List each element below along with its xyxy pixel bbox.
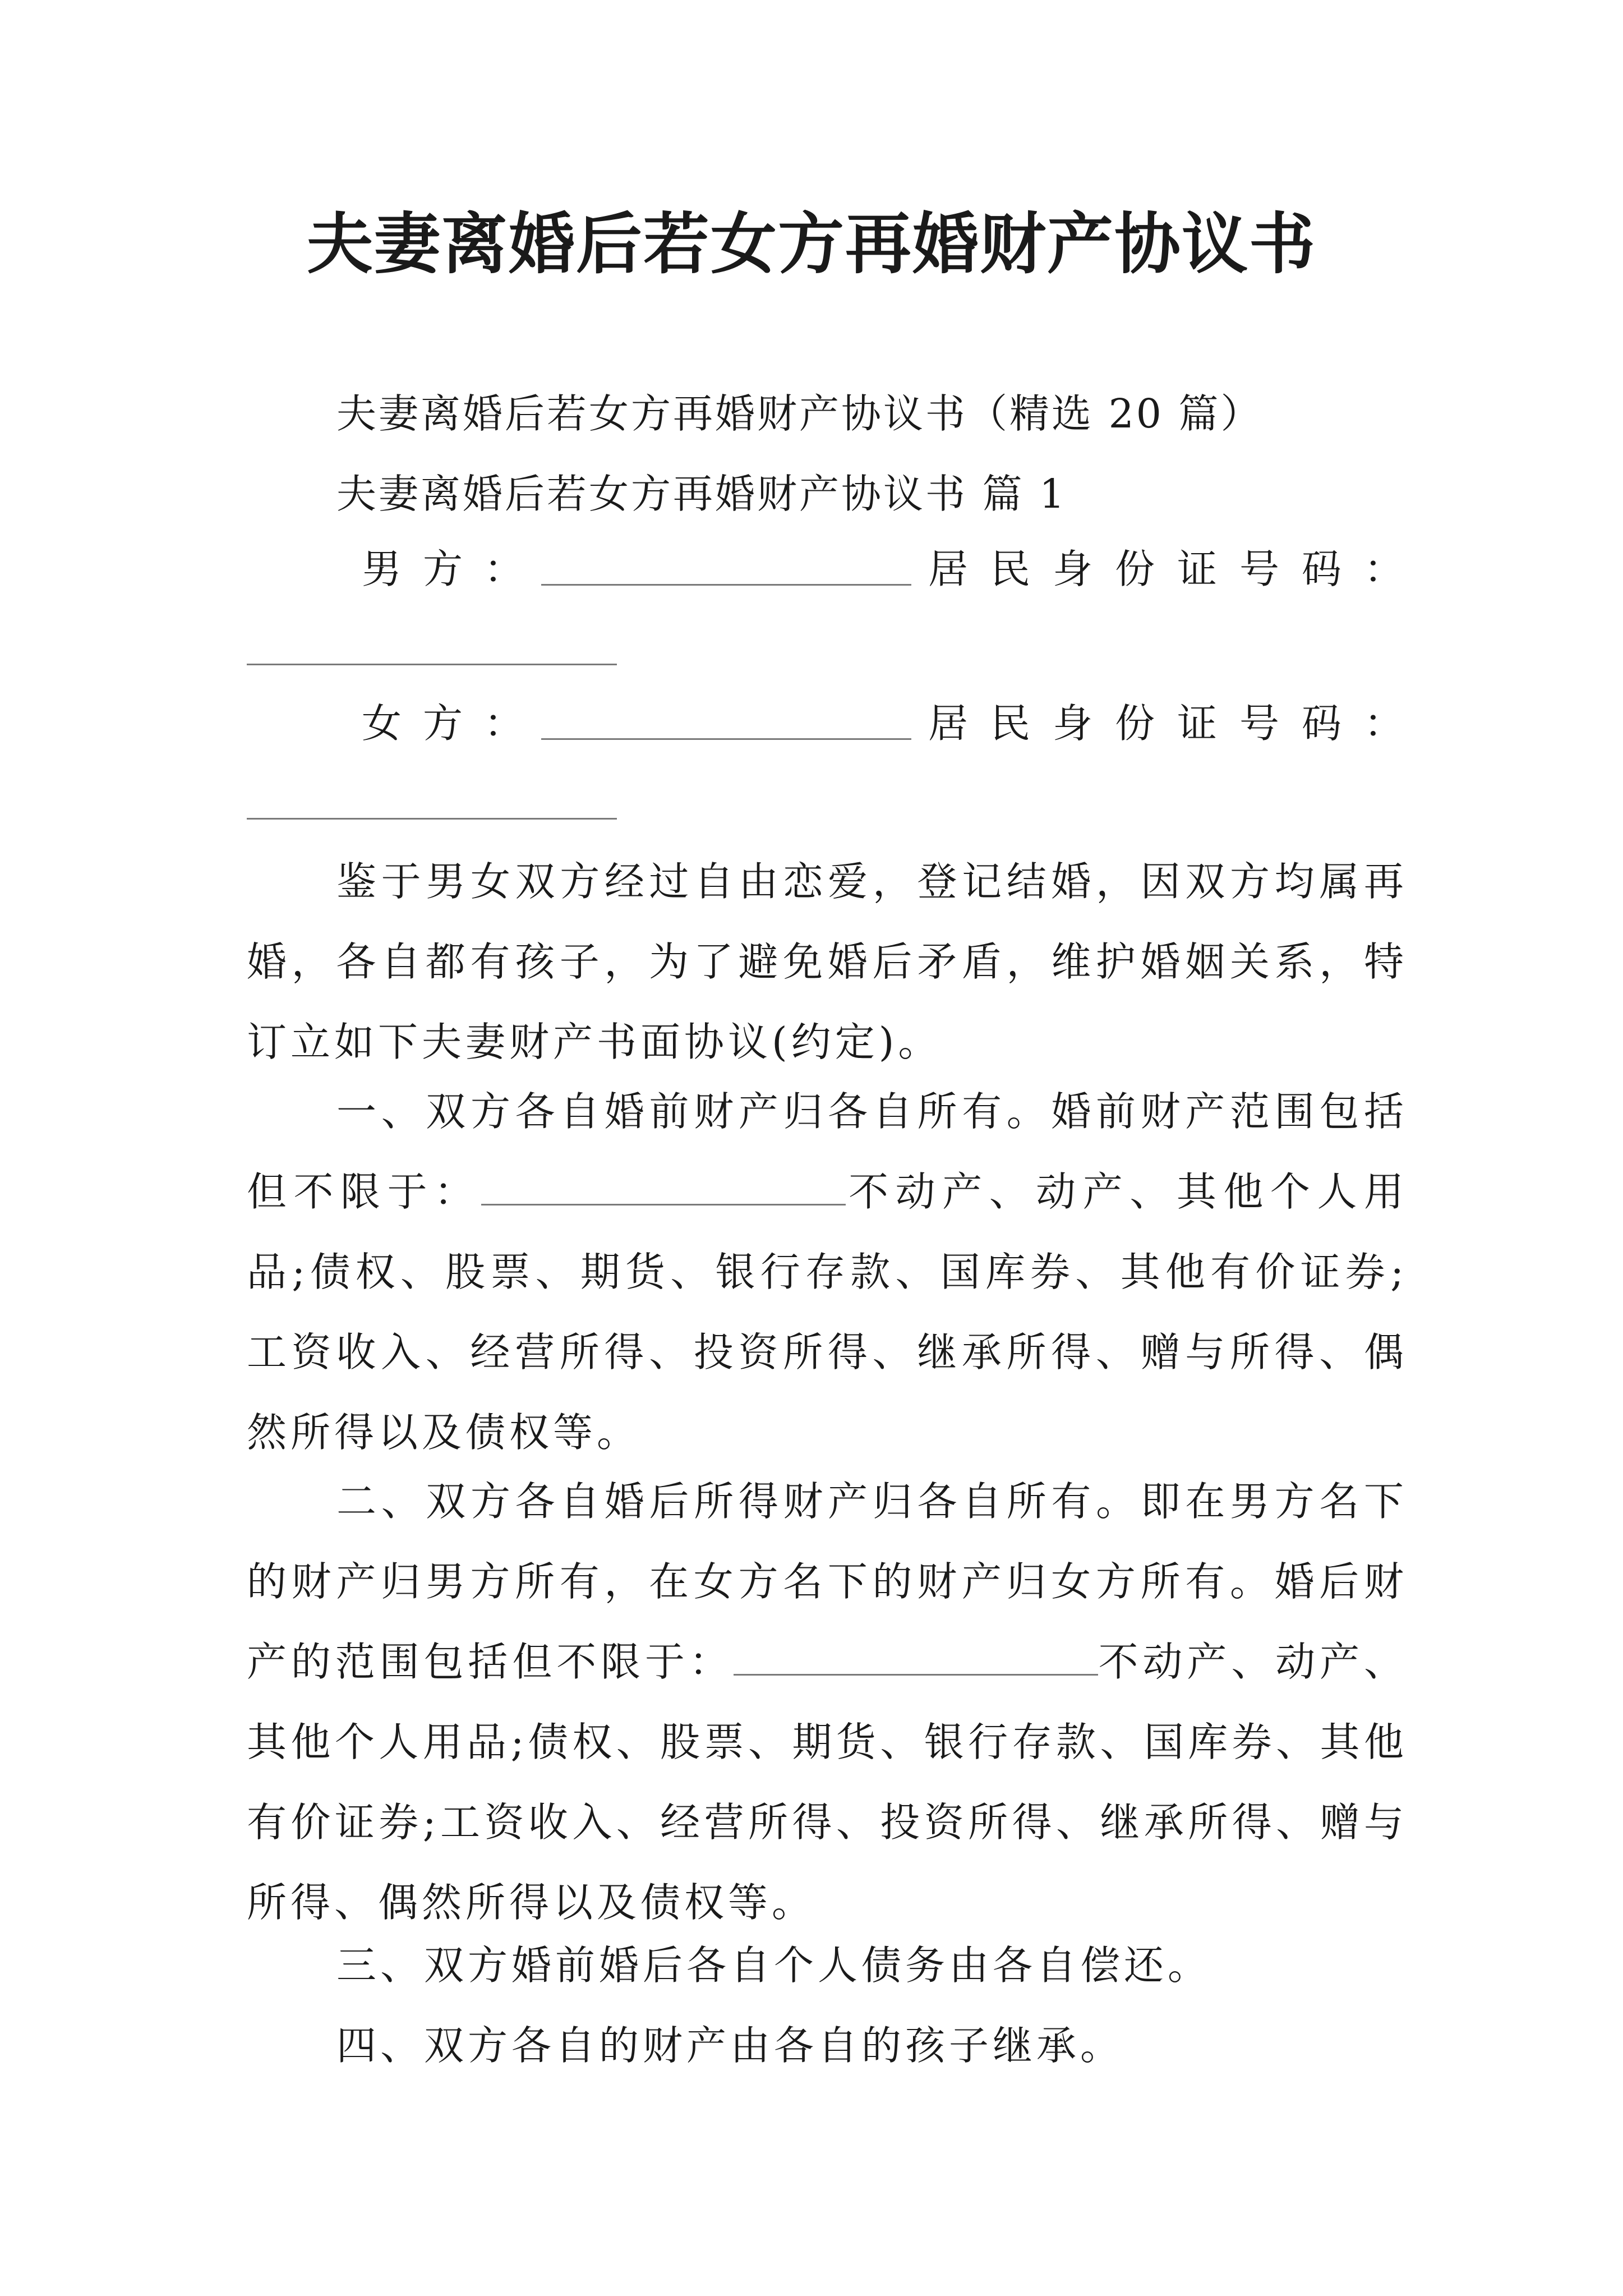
- clause-one-paragraph: [247, 1071, 1408, 1473]
- clause-two-paragraph: [247, 1461, 1408, 1943]
- clause-one-lead: 一、双方各自婚前财产归各自所有。婚前财产范围包括但不限于：: [247, 1088, 1408, 1215]
- section-heading: 夫妻离婚后若女方再婚财产协议书 篇 1: [336, 471, 1067, 517]
- clause-three-paragraph: 三、双方婚前婚后各自个人债务由各自偿还。: [336, 1942, 1212, 1989]
- clause-one-blank: [481, 1170, 846, 1205]
- clause-two-rest: 不动产、动产、其他个人用品;债权、股票、期货、银行存款、国库券、其他有价证券;工资收入、经营所得、投资所得、继承所得、赠与所得、偶然所得以及债权等。: [247, 1639, 1408, 1926]
- male-id-label: 居民身份证号码：: [928, 546, 1427, 592]
- clause-four-paragraph: 四、双方各自的财产由各自的孩子继承。: [336, 2022, 1124, 2069]
- male-party-row: [336, 541, 1427, 597]
- female-id-blank: [247, 818, 617, 820]
- document-title: 夫妻离婚后若女方再婚财产协议书: [306, 205, 1316, 283]
- male-id-blank: [247, 664, 617, 665]
- intro-paragraph: 鉴于男女双方经过自由恋爱，登记结婚，因双方均属再婚，各自都有孩子，为了避免婚后矛盾，维护婚姻关系，特订立如下夫妻财产书面协议(约定)。: [247, 858, 1408, 1065]
- male-name-blank: [541, 584, 911, 586]
- clause-two-blank: [734, 1640, 1098, 1676]
- clause-one-rest: 不动产、动产、其他个人用品;债权、股票、期货、银行存款、国库券、其他有价证券;工资收入、经营所得、投资所得、继承所得、赠与所得、偶然所得以及债权等。: [247, 1168, 1408, 1456]
- female-party-row: [336, 696, 1427, 752]
- document-subtitle: 夫妻离婚后若女方再婚财产协议书（精选 20 篇）: [336, 390, 1263, 437]
- clause-two-lead: 二、双方各自婚后所得财产归各自所有。即在男方名下的财产归男方所有，在女方名下的财产归女方所有。婚后财产的范围包括但不限于：: [247, 1478, 1408, 1685]
- female-id-label: 居民身份证号码：: [928, 700, 1427, 747]
- male-party-label: 男方：: [362, 546, 546, 592]
- female-name-blank: [541, 738, 911, 740]
- female-party-label: 女方：: [362, 700, 546, 747]
